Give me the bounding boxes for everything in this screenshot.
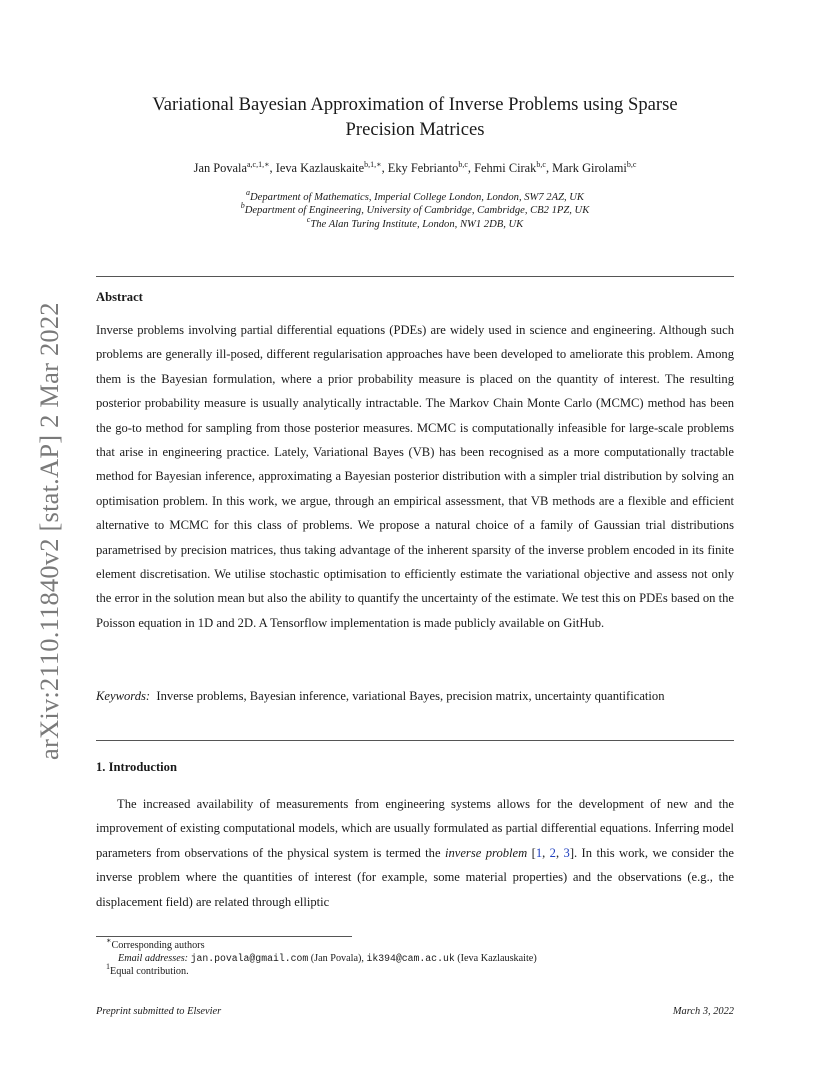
email-owner: (Jan Povala), — [310, 952, 364, 964]
author-list: Jan Povala$^{a,c,1,∗}$, Ieva Kazlauskaite$^{b,1,∗}$, Eky Febrianto$^{b,c}$, Fehmi Cirak$^{b,c}$, Mark Girolami$^{b,c}$ — [193, 160, 637, 175]
affiliation-sup: b — [240, 201, 245, 211]
author-affil-sup: b,1,∗ — [364, 160, 382, 169]
affiliations — [96, 188, 734, 231]
affiliation-b — [96, 201, 734, 217]
title-line-1: Variational Bayesian Approximation of Inverse Problems using Sparse — [152, 94, 678, 115]
abstract-body: Inverse problems involving partial differential equations (PDEs) are widely used in science and engineering. Although such problems are generally ill-posed, different regularisation approaches have been developed to ameliorate this problem. Among them is the Bayesian formulation, where a prior probability measure is placed on the quantity of interest. The resulting posterior probability measure is usually analytically intractable. The Markov Chain Monte Carlo (MCMC) method has been the go-to method for sampling from those posterior measures. MCMC is computationally infeasible for large-scale problems that arise in engineering practice. Lately, Variational Bayes (VB) has been recognised as a more computationally tractable method for Bayesian inference, approximating a Bayesian posterior distribution with a simpler trial distribution by solving an optimisation problem. In this work, we argue, through an empirical assessment, that VB methods are a flexible and efficient alternative to MCMC for this class of problems. We propose a natural choice of a family of Gaussian trial distributions parametrised by precision matrices, thus taking advantage of the inherent sparsity of the inverse problem encoded in its finite element discretisation. We utilise stochastic optimisation to efficiently estimate the variational objective and assess not only the error in the solution mean but also the ability to quantify the uncertainty of the estimate. We test this on PDEs based on the Poisson equation in 1D and 2D. A Tensorflow implementation is made publicly available on GitHub. — [96, 323, 734, 630]
footnote-rule — [96, 936, 352, 937]
keywords-text: Inverse problems, Bayesian inference, variational Bayes, precision matrix, uncertainty quantification — [156, 689, 665, 703]
footnote-emails — [96, 953, 734, 966]
intro-emphasis: inverse problem — [444, 845, 528, 860]
footnote-text: Corresponding authors — [111, 940, 205, 951]
title-line-2: Precision Matrices — [345, 119, 485, 140]
author-name: Fehmi Cirak — [474, 161, 537, 175]
paper-title — [96, 92, 734, 142]
footnote-corresponding: ∗Corresponding authors — [106, 936, 205, 951]
citation-link[interactable]: 3 — [563, 845, 570, 860]
footer-date: March 3, 2022 — [672, 1006, 734, 1017]
author-name: Jan Povala — [193, 161, 247, 175]
citation-link[interactable]: 1 — [535, 845, 543, 860]
affiliation-c — [96, 214, 734, 231]
footnote-text: Equal contribution. — [110, 965, 189, 977]
email-owner: (Ieva Kazlauskaite) — [457, 952, 537, 964]
email-link[interactable]: jan.povala@gmail.com — [190, 952, 309, 964]
email-link[interactable]: ik394@cam.ac.uk — [366, 952, 455, 964]
author-name: Eky Febrianto — [387, 161, 459, 175]
keywords — [96, 684, 734, 708]
abstract-heading: Abstract — [96, 290, 143, 304]
affiliation-sup: c — [306, 214, 311, 224]
email-label: Email addresses: — [118, 952, 189, 964]
intro-text: [ — [527, 845, 536, 860]
author-name: Ieva Kazlauskaite — [275, 161, 365, 175]
section-heading-introduction: 1. Introduction — [96, 760, 177, 774]
footer-preprint-note: Preprint submitted to Elsevier — [96, 1006, 222, 1017]
arxiv-identifier-sidebar: arXiv:2110.11840v2 [stat.AP] 2 Mar 2022 — [34, 302, 64, 760]
citation-link[interactable]: 2 — [549, 845, 556, 860]
author-affil-sup: b,c — [626, 160, 637, 169]
author-name: Mark Girolami — [552, 161, 627, 175]
author-affil-sup: b,c — [536, 160, 546, 169]
affiliation-text: Department of Mathematics, Imperial College London, London, SW7 2AZ, UK — [250, 192, 584, 203]
introduction-paragraph — [96, 792, 734, 914]
footnotes — [96, 936, 734, 978]
abstract-bottom-rule — [96, 740, 734, 741]
abstract-top-rule — [96, 276, 734, 277]
intro-text: , — [542, 845, 550, 860]
affiliation-a — [96, 188, 734, 204]
affiliation-text: Department of Engineering, University of Cambridge, Cambridge, CB2 1PZ, UK — [244, 205, 590, 217]
intro-text: The increased availability of measurements from engineering systems allows for the development of new and the improvement of existing computational models, which are usually formulated as partial differential equations. Inferring model parameters from observations of the physical system is termed the — [96, 797, 734, 860]
intro-text: , — [555, 845, 564, 860]
intro-text: ]. In this work, we consider the inverse problem where the quantities of interest (for example, some material properties) and the observations (e.g., the displacement field) are related through elliptic — [96, 845, 734, 909]
author-affil-sup: b,c — [458, 160, 468, 169]
footnote-equal-contribution — [96, 961, 734, 979]
author-affil-sup: a,c,1,∗ — [246, 160, 270, 169]
affiliation-text: The Alan Turing Institute, London, NW1 2DB, UK — [310, 218, 524, 230]
affiliation-sup: a — [246, 188, 250, 197]
footnote-sup: 1 — [106, 961, 110, 971]
keywords-label: Keywords: — [96, 689, 151, 703]
